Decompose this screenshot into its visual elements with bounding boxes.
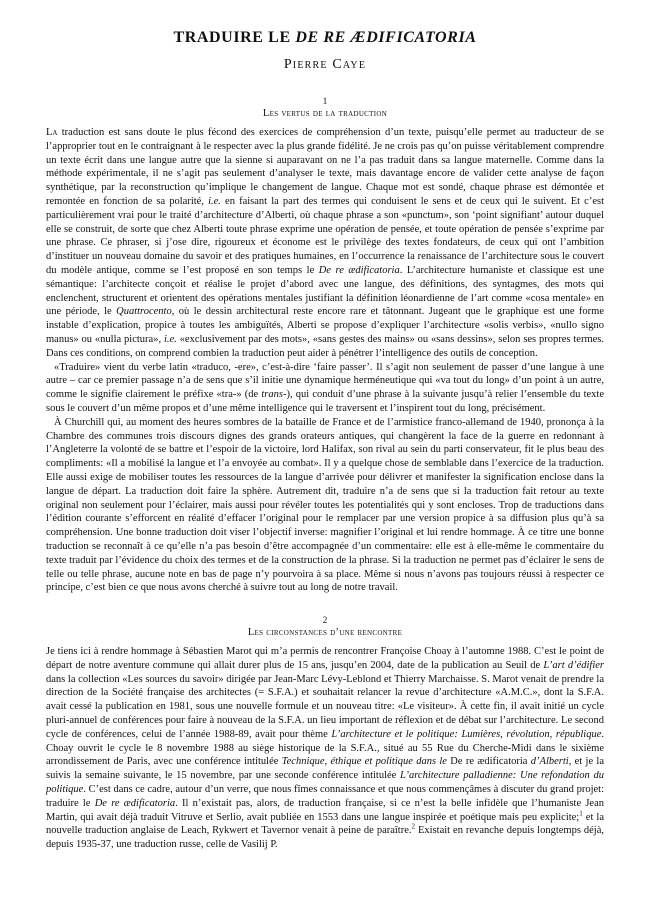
paragraph: La traduction est sans doute le plus fécond des exercices de compréhension d’un texte, puisqu’elle permet au traducteur de se l’approprier tout en le contraignant à le respecter avec la plus grande fidélité. Je ne crois pas qu’on puisse véritablement comprendre un texte écrit dans une langue autre que la sienne si auparavant on ne l’a pas traduit dans sa langue maternelle. Comme dans la méthode expérimentale, il ne s’agit pas seulement d’analyser le texte, mais davantage encore de valider cette analyse de façon synthétique, par la reconstruction qu’implique le changement de langue. Chaque mot est sondé, chaque phrase est démontée et remontée en fonction de sa polarité, i.e. en faisant la part des termes qui conduisent le sens et de ceux qui le suivent. Et c’est particulièrement vrai pour le traité d’architecture d’Alberti, où chaque phrase a son «punctum», son ‘point signifiant’ autour duquel elle se construit, de sorte que chez Alberti toute phrase exprime une opération de pensée, et toute opération de pensée s’exprime par une phrase. Ce phraser, si j’ose dire, rigoureux et économe est le privilège des textes fondateurs, de ceux qui ont l’ambition d’instituer un nouveau domaine du savoir et des pratiques humaines, en l’occurrence la renaissance de l’architecture sous le couvert du modèle antique, comme se l’est proposé en son temps le De re ædificatoria. L’architecture humaniste et classique est une sémantique: l’architecte conçoit et réalise le projet d’abord avec une langue, des définitions, des syntagmes, des mots qui enclenchent, structurent et orientent des opérations mentales justifiant la définition léonardienne de l’art comme «cosa mentale» en une période, le Quattrocento, où le dessin architectural reste encore rare et tâtonnant. Jugeant que le graphique est une forme instable d’explication, propice à toutes les ambiguïtés, Alberti se propose d’expliquer l’architecture «solis verbis», «nullo signo manus» ou «nulla pictura», i.e. «exclusivement par des mots», «sans gestes des mains» ou «sans dessins», selon ses propres termes. Dans ces conditions, on comprend combien la traduction peut aider à pénétrer l’intelligence des outils de conception. xyxy=(46,127,605,359)
footnote-ref[interactable]: 1 xyxy=(579,809,583,818)
section-number: 2 xyxy=(322,615,328,626)
paragraph: Je tiens ici à rendre hommage à Sébastien Marot qui m’a permis de rencontrer Françoise Choay à l’automne 1988. C’est le point de départ de notre aventure commune qui allait durer plus de 15 ans, jusqu’en 2004, date de la publication au Seuil de L’art d’édifier dans la collection «Les sources du savoir» dirigée par Jean-Marc Lévy-Leblond et Thierry Marchaisse. S. Marot venait de prendre la direction de la Société française des architectes (= S.F.A.) et souhaitait relancer la revue d’architecture «A.M.C.», dont la S.F.A. avait cessé la publication en 1981, sous une nouvelle formule et un nouveau titre: «Le visiteur». À cette fin, il avait initié un cycle pluri-annuel de conférences pour faire à nouveau de la S.F.A. un lieu important de réflexion et de débat sur l’architecture. Le second cycle de conférences, celui de l’année 1988-89, avait pour thème L’architecture et le politique: Lumières, révolution, république. Choay ouvrit le cycle le 8 novembre 1988 au siège historique de la S.F.A., situé au 55 Rue du Cherche-Midi dans le sixième arrondissement de Paris, avec une conférence intitulée Technique, éthique et politique dans le De re ædificatoria d’Alberti, et je la suivis la semaine suivante, le 15 novembre, par une seconde conférence intitulée L’architecture palladienne: Une refondation du politique. C’est dans ce cadre, autour d’un verre, que nous fîmes connaissance et que nous commençâmes à discuter du grand projet: traduire le De re ædificatoria. Il n’existait pas, alors, de traduction française, si ce n’est la belle infidèle que l’humaniste Jean Martin, qui avait déjà traduit Vitruve et Serlio, avait publiée en 1553 dans une langue inspirée et poétique mais peu explicite;$^1$ et la nouvelle traduction anglaise de Leach, Rykwert et Tavernor venait à peine de paraître.$^2$ Existait en revanche depuis longtemps déjà, depuis 1935-37, une traduction russe, celle de Vasilij P. xyxy=(46,646,605,851)
author-name: Pierre Caye xyxy=(283,57,367,72)
section-title: Les vertus de la traduction xyxy=(262,108,388,119)
paragraph: «Traduire» vient du verbe latin «traduco, -ere», c’est-à-dire ‘faire passer’. Il s’agit non seulement de passer d’une langue à une autre – car ce premier passage n’a de sens que s’il initie une dynamique herméneutique qui «va tout du long» d’un point à un autre, comme le signifie clairement le préfixe «tra-» (de trans-), qui conduit d’une phrase à la suivante jusqu’à relier l’ensemble du texte sous le couvert d’un même propos et d’une même intelligence qui le traversent et l’inspirent tout du long, précisément. xyxy=(46,361,604,414)
spacer xyxy=(46,74,604,96)
page-title xyxy=(46,28,604,48)
spacer xyxy=(46,595,604,615)
section-title: Les circonstances d’une rencontre xyxy=(247,627,403,639)
title-main: TRADUIRE LE xyxy=(173,29,296,46)
paragraph: À Churchill qui, au moment des heures sombres de la bataille de France et de l’armistice franco-allemand de 1940, prononça à la Chambre des communes trois discours dignes des grands orateurs antiques, qui changèrent la face de la guerre en redonnant à l’Angleterre la volonté de se battre et l’espoir de la victoire, lord Halifax, son rival au sein du parti conservateur, fit le plus beau des compliments: «Il a mobilisé la langue et l’a envoyée au combat». Il y a quelque chose de semblable dans l’exercice de la traduction. Elle aussi exige de mobiliser toutes les ressources de la langue d’arrivée pour délivrer et manifester la signification enclose dans la langue de départ. La traduction doit faire la sphère. Autrement dit, traduire n’a de sens que si la traduction fait retour au texte original non seulement pour l’éclairer, mais aussi pour révéler toutes les potentialités qui y sont encloses. Trop de traductions dans l’édition courante s’efforcent en réalité d’effacer l’original pour le remplacer par une version propice à sa diffusion plus qu’à sa compréhension. Une bonne traduction doit viser l’objectif inverse: magnifier l’original et lui rendre hommage. À ce titre une bonne traduction se reconnaît à ce qu’elle n’a pas besoin d’être accompagnée d’un commentaire: elle est à elle-même le commentaire du texte traduit par l’évidence du choix des termes et de la construction de la phrase. Si la traduction ne permet pas d’éclairer le sens de telle ou telle phrase, aucune note en bas de page n’y pourvoira à sa place. Même si nous n’avons pas toujours réussi à respecter ce principe, c’est bien ce que nous avons cherché à suivre tout au long de notre travail. xyxy=(46,416,604,594)
first-word: La xyxy=(46,127,58,138)
footnote-ref[interactable]: 2 xyxy=(411,822,416,831)
title-italic: DE RE ÆDIFICATORIA xyxy=(295,29,477,46)
section-number: 1 xyxy=(322,96,328,106)
